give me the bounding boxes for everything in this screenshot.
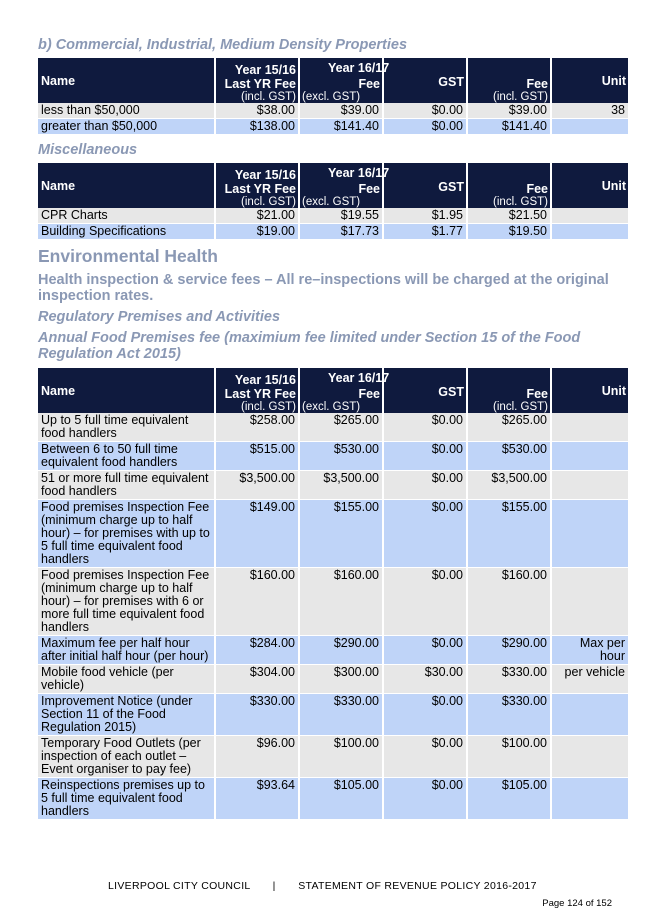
table-row: [38, 568, 628, 635]
fee-excl-gst-cell: $330.00: [300, 694, 382, 735]
table-header: [38, 58, 628, 103]
commercial-heading: b) Commercial, Industrial, Medium Density Properties: [38, 37, 408, 53]
fee-name-cell: CPR Charts: [38, 208, 214, 223]
fee-incl-gst-cell: $155.00: [468, 500, 550, 567]
fee-name-cell: Food premises Inspection Fee (minimum charge up to half hour) – for premises with 6 or more full time equivalent food handlers: [38, 568, 214, 635]
table-row: [38, 736, 628, 777]
gst-amount-cell: $0.00: [384, 442, 466, 470]
unit-cell: [552, 778, 628, 819]
fee-excl-gst-cell: $300.00: [300, 665, 382, 693]
fee-name-cell: Mobile food vehicle (per vehicle): [38, 665, 214, 693]
commercial-fee-table: [36, 58, 630, 134]
regulatory-heading: Regulatory Premises and Activities: [38, 309, 281, 325]
unit-cell: [552, 471, 628, 499]
gst-amount-cell: $0.00: [384, 568, 466, 635]
table-row: [38, 778, 628, 819]
table-header: [38, 368, 628, 413]
food-premises-fee-table: [36, 368, 630, 819]
last-year-fee-cell: $515.00: [216, 442, 298, 470]
fee-excl-gst-cell: $160.00: [300, 568, 382, 635]
gst-amount-cell: $0.00: [384, 500, 466, 567]
unit-cell: [552, 224, 628, 239]
fee-excl-gst-cell: $17.73: [300, 224, 382, 239]
fee-incl-gst-cell: $39.00: [468, 103, 550, 118]
gst-amount-cell: $0.00: [384, 413, 466, 441]
gst-amount-cell: $0.00: [384, 103, 466, 118]
document-page: [38, 0, 626, 819]
col-fee-incl: Fee (incl. GST): [468, 163, 550, 208]
fee-incl-gst-cell: $19.50: [468, 224, 550, 239]
gst-amount-cell: $0.00: [384, 471, 466, 499]
unit-cell: Max per hour: [552, 636, 628, 664]
col-last-fee: Year 15/16 Last YR Fee (incl. GST): [216, 368, 298, 413]
gst-amount-cell: $0.00: [384, 736, 466, 777]
table-row: [38, 471, 628, 499]
fee-name-cell: Maximum fee per half hour after initial half hour (per hour): [38, 636, 214, 664]
table-header: [38, 163, 628, 208]
unit-cell: [552, 500, 628, 567]
unit-cell: [552, 694, 628, 735]
gst-amount-cell: $0.00: [384, 636, 466, 664]
misc-fee-table: [36, 163, 630, 239]
fee-excl-gst-cell: $100.00: [300, 736, 382, 777]
fee-name-cell: Food premises Inspection Fee (minimum charge up to half hour) – for premises with up to 5 full time equivalent food handlers: [38, 500, 214, 567]
last-year-fee-cell: $19.00: [216, 224, 298, 239]
unit-cell: 38: [552, 103, 628, 118]
col-name: Name: [38, 58, 214, 103]
col-unit: Unit: [552, 368, 628, 413]
fee-excl-gst-cell: $39.00: [300, 103, 382, 118]
col-gst: Year 16/17 GST: [384, 58, 466, 103]
unit-cell: per vehicle: [552, 665, 628, 693]
col-gst: Year 16/17 GST: [384, 368, 466, 413]
fee-name-cell: greater than $50,000: [38, 119, 214, 134]
last-year-fee-cell: $258.00: [216, 413, 298, 441]
last-year-fee-cell: $3,500.00: [216, 471, 298, 499]
unit-cell: [552, 119, 628, 134]
table-row: [38, 413, 628, 441]
col-fee-excl: Fee (excl. GST): [300, 163, 382, 208]
last-year-fee-cell: $21.00: [216, 208, 298, 223]
fee-name-cell: Temporary Food Outlets (per inspection of each outlet – Event organiser to pay fee): [38, 736, 214, 777]
fee-name-cell: 51 or more full time equivalent food handlers: [38, 471, 214, 499]
food-premises-heading: Annual Food Premises fee (maximium fee limited under Section 15 of the Food Regulation Act 2015): [38, 330, 581, 362]
fee-excl-gst-cell: $19.55: [300, 208, 382, 223]
fee-excl-gst-cell: $530.00: [300, 442, 382, 470]
fee-name-cell: Up to 5 full time equivalent food handlers: [38, 413, 214, 441]
fee-name-cell: less than $50,000: [38, 103, 214, 118]
gst-amount-cell: $1.77: [384, 224, 466, 239]
fee-incl-gst-cell: $21.50: [468, 208, 550, 223]
col-fee-excl: Fee (excl. GST): [300, 58, 382, 103]
fee-incl-gst-cell: $530.00: [468, 442, 550, 470]
fee-incl-gst-cell: $330.00: [468, 694, 550, 735]
col-last-fee: Year 15/16 Last YR Fee (incl. GST): [216, 163, 298, 208]
col-gst: Year 16/17 GST: [384, 163, 466, 208]
fee-incl-gst-cell: $3,500.00: [468, 471, 550, 499]
col-fee-excl: Fee (excl. GST): [300, 368, 382, 413]
gst-amount-cell: $30.00: [384, 665, 466, 693]
fee-excl-gst-cell: $265.00: [300, 413, 382, 441]
fee-excl-gst-cell: $141.40: [300, 119, 382, 134]
fee-excl-gst-cell: $105.00: [300, 778, 382, 819]
col-fee-incl: Fee (incl. GST): [468, 368, 550, 413]
last-year-fee-cell: $93.64: [216, 778, 298, 819]
fee-excl-gst-cell: $290.00: [300, 636, 382, 664]
page-number: Page 124 of 152: [542, 898, 612, 909]
col-name: Name: [38, 163, 214, 208]
col-unit: Unit: [552, 58, 628, 103]
col-fee-incl: Fee (incl. GST): [468, 58, 550, 103]
fee-incl-gst-cell: $100.00: [468, 736, 550, 777]
misc-heading: Miscellaneous: [38, 142, 138, 158]
last-year-fee-cell: $160.00: [216, 568, 298, 635]
unit-cell: [552, 442, 628, 470]
table-row: [38, 224, 628, 239]
fee-name-cell: Building Specifications: [38, 224, 214, 239]
unit-cell: [552, 413, 628, 441]
table-row: [38, 208, 628, 223]
unit-cell: [552, 568, 628, 635]
gst-amount-cell: $0.00: [384, 694, 466, 735]
table-row: [38, 636, 628, 664]
fee-incl-gst-cell: $265.00: [468, 413, 550, 441]
table-row: [38, 500, 628, 567]
last-year-fee-cell: $330.00: [216, 694, 298, 735]
env-title: Environmental Health: [38, 246, 218, 266]
table-row: [38, 694, 628, 735]
fee-incl-gst-cell: $141.40: [468, 119, 550, 134]
unit-cell: [552, 736, 628, 777]
last-year-fee-cell: $138.00: [216, 119, 298, 134]
table-row: [38, 442, 628, 470]
unit-cell: [552, 208, 628, 223]
table-row: [38, 119, 628, 134]
fee-incl-gst-cell: $330.00: [468, 665, 550, 693]
last-year-fee-cell: $38.00: [216, 103, 298, 118]
fee-excl-gst-cell: $3,500.00: [300, 471, 382, 499]
fee-incl-gst-cell: $160.00: [468, 568, 550, 635]
fee-excl-gst-cell: $155.00: [300, 500, 382, 567]
gst-amount-cell: $1.95: [384, 208, 466, 223]
fee-name-cell: Between 6 to 50 full time equivalent food handlers: [38, 442, 214, 470]
env-subheading: Health inspection & service fees – All re–inspections will be charged at the original inspection rates.: [38, 272, 609, 304]
table-row: [38, 103, 628, 118]
last-year-fee-cell: $96.00: [216, 736, 298, 777]
footer-text: LIVERPOOL CITY COUNCIL | STATEMENT OF REVENUE POLICY 2016-2017: [108, 880, 537, 892]
last-year-fee-cell: $149.00: [216, 500, 298, 567]
gst-amount-cell: $0.00: [384, 778, 466, 819]
col-last-fee: Year 15/16 Last YR Fee (incl. GST): [216, 58, 298, 103]
fee-name-cell: Improvement Notice (under Section 11 of the Food Regulation 2015): [38, 694, 214, 735]
table-row: [38, 665, 628, 693]
col-unit: Unit: [552, 163, 628, 208]
gst-amount-cell: $0.00: [384, 119, 466, 134]
fee-incl-gst-cell: $290.00: [468, 636, 550, 664]
fee-incl-gst-cell: $105.00: [468, 778, 550, 819]
last-year-fee-cell: $284.00: [216, 636, 298, 664]
fee-name-cell: Reinspections premises up to 5 full time equivalent food handlers: [38, 778, 214, 819]
last-year-fee-cell: $304.00: [216, 665, 298, 693]
col-name: Name: [38, 368, 214, 413]
